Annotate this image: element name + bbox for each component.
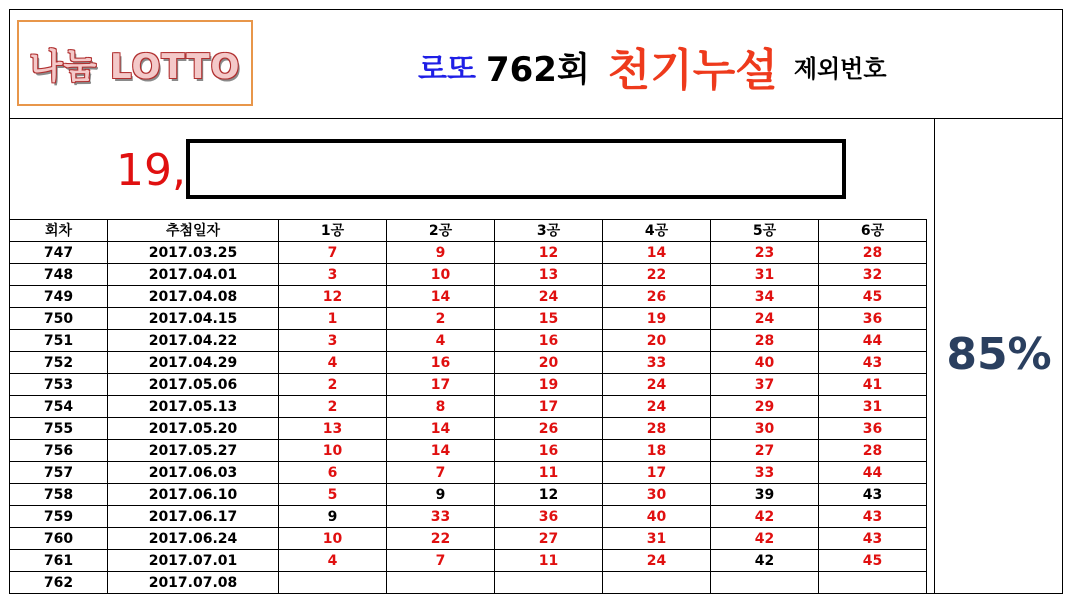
table-row [10, 396, 927, 418]
hidden-numbers-box [186, 139, 846, 199]
percentage-value: 85% [946, 329, 1052, 380]
ball-cell: 36 [819, 418, 927, 440]
col-header-round: 회차 [10, 220, 108, 242]
round-cell: 762 [10, 572, 108, 594]
ball-cell: 43 [819, 484, 927, 506]
ball-cell: 19 [603, 308, 711, 330]
title-round: 762회 [485, 49, 590, 90]
ball-cell: 42 [711, 506, 819, 528]
ball-cell: 30 [603, 484, 711, 506]
round-cell: 761 [10, 550, 108, 572]
date-cell: 2017.05.06 [108, 374, 279, 396]
round-cell: 749 [10, 286, 108, 308]
date-cell: 2017.04.01 [108, 264, 279, 286]
ball-cell: 9 [279, 506, 387, 528]
page-title [418, 36, 887, 96]
date-cell: 2017.04.08 [108, 286, 279, 308]
ball-cell: 42 [711, 550, 819, 572]
ball-cell: 10 [387, 264, 495, 286]
date-cell: 2017.04.15 [108, 308, 279, 330]
title-leak: 천기누설 [607, 45, 778, 96]
draw-history-table [9, 219, 927, 594]
ball-cell: 20 [495, 352, 603, 374]
title-lotto: 로또 [418, 52, 476, 87]
ball-cell: 7 [279, 242, 387, 264]
ball-cell: 12 [495, 484, 603, 506]
ball-cell: 16 [495, 440, 603, 462]
date-cell: 2017.05.20 [108, 418, 279, 440]
round-cell: 750 [10, 308, 108, 330]
table-header-row [10, 220, 927, 242]
round-cell: 758 [10, 484, 108, 506]
excluded-number: 19, [116, 145, 186, 196]
table-row [10, 242, 927, 264]
ball-cell: 20 [603, 330, 711, 352]
ball-cell: 13 [279, 418, 387, 440]
date-cell: 2017.07.01 [108, 550, 279, 572]
ball-cell: 11 [495, 550, 603, 572]
ball-cell: 24 [603, 550, 711, 572]
ball-cell: 29 [711, 396, 819, 418]
ball-cell: 4 [387, 330, 495, 352]
ball-cell: 27 [495, 528, 603, 550]
ball-cell [279, 572, 387, 594]
ball-cell: 28 [603, 418, 711, 440]
ball-cell: 34 [711, 286, 819, 308]
col-header-ball-6: 6공 [819, 220, 927, 242]
table-row [10, 264, 927, 286]
table-row [10, 528, 927, 550]
date-cell: 2017.06.10 [108, 484, 279, 506]
date-cell: 2017.07.08 [108, 572, 279, 594]
date-cell: 2017.06.17 [108, 506, 279, 528]
round-cell: 759 [10, 506, 108, 528]
round-cell: 748 [10, 264, 108, 286]
ball-cell: 14 [387, 286, 495, 308]
ball-cell: 10 [279, 440, 387, 462]
round-cell: 756 [10, 440, 108, 462]
ball-cell: 28 [819, 242, 927, 264]
ball-cell: 31 [819, 396, 927, 418]
table-row [10, 550, 927, 572]
ball-cell: 31 [711, 264, 819, 286]
title-exclusion: 제외번호 [793, 54, 887, 83]
ball-cell: 19 [495, 374, 603, 396]
ball-cell: 24 [603, 374, 711, 396]
col-header-ball-3: 3공 [495, 220, 603, 242]
ball-cell: 44 [819, 462, 927, 484]
col-header-date: 추첨일자 [108, 220, 279, 242]
ball-cell: 17 [603, 462, 711, 484]
ball-cell: 30 [711, 418, 819, 440]
ball-cell: 22 [603, 264, 711, 286]
date-cell: 2017.05.27 [108, 440, 279, 462]
ball-cell [711, 572, 819, 594]
ball-cell: 7 [387, 462, 495, 484]
ball-cell: 6 [279, 462, 387, 484]
ball-cell: 39 [711, 484, 819, 506]
ball-cell: 24 [711, 308, 819, 330]
ball-cell: 14 [387, 440, 495, 462]
ball-cell: 28 [819, 440, 927, 462]
ball-cell: 44 [819, 330, 927, 352]
ball-cell: 11 [495, 462, 603, 484]
ball-cell: 45 [819, 550, 927, 572]
ball-cell: 33 [711, 462, 819, 484]
ball-cell: 10 [279, 528, 387, 550]
ball-cell: 28 [711, 330, 819, 352]
round-cell: 747 [10, 242, 108, 264]
date-cell: 2017.06.24 [108, 528, 279, 550]
table-row [10, 330, 927, 352]
ball-cell: 17 [495, 396, 603, 418]
ball-cell [819, 572, 927, 594]
ball-cell: 24 [603, 396, 711, 418]
ball-cell: 36 [819, 308, 927, 330]
round-cell: 755 [10, 418, 108, 440]
ball-cell [495, 572, 603, 594]
ball-cell: 22 [387, 528, 495, 550]
ball-cell: 7 [387, 550, 495, 572]
ball-cell: 12 [279, 286, 387, 308]
ball-cell: 24 [495, 286, 603, 308]
ball-cell: 43 [819, 528, 927, 550]
round-cell: 754 [10, 396, 108, 418]
round-cell: 752 [10, 352, 108, 374]
ball-cell: 26 [495, 418, 603, 440]
ball-cell: 43 [819, 352, 927, 374]
ball-cell: 2 [279, 374, 387, 396]
ball-cell: 36 [495, 506, 603, 528]
ball-cell: 31 [603, 528, 711, 550]
ball-cell: 13 [495, 264, 603, 286]
table-row [10, 286, 927, 308]
ball-cell: 32 [819, 264, 927, 286]
ball-cell: 2 [387, 308, 495, 330]
ball-cell: 5 [279, 484, 387, 506]
ball-cell: 3 [279, 330, 387, 352]
table-row [10, 506, 927, 528]
ball-cell [387, 572, 495, 594]
ball-cell: 16 [495, 330, 603, 352]
round-cell: 751 [10, 330, 108, 352]
ball-cell: 8 [387, 396, 495, 418]
ball-cell: 4 [279, 550, 387, 572]
date-cell: 2017.03.25 [108, 242, 279, 264]
ball-cell: 27 [711, 440, 819, 462]
ball-cell: 41 [819, 374, 927, 396]
col-header-ball-4: 4공 [603, 220, 711, 242]
round-cell: 753 [10, 374, 108, 396]
ball-cell: 17 [387, 374, 495, 396]
table-row [10, 308, 927, 330]
ball-cell: 16 [387, 352, 495, 374]
col-header-ball-5: 5공 [711, 220, 819, 242]
ball-cell: 26 [603, 286, 711, 308]
table-row [10, 484, 927, 506]
ball-cell: 9 [387, 242, 495, 264]
table-row [10, 352, 927, 374]
ball-cell: 40 [711, 352, 819, 374]
col-header-ball-2: 2공 [387, 220, 495, 242]
ball-cell [603, 572, 711, 594]
ball-cell: 14 [603, 242, 711, 264]
ball-cell: 12 [495, 242, 603, 264]
ball-cell: 45 [819, 286, 927, 308]
table-row [10, 440, 927, 462]
ball-cell: 3 [279, 264, 387, 286]
ball-cell: 33 [387, 506, 495, 528]
table-row [10, 374, 927, 396]
ball-cell: 15 [495, 308, 603, 330]
ball-cell: 23 [711, 242, 819, 264]
table-row [10, 462, 927, 484]
ball-cell: 2 [279, 396, 387, 418]
col-header-ball-1: 1공 [279, 220, 387, 242]
ball-cell: 4 [279, 352, 387, 374]
ball-cell: 1 [279, 308, 387, 330]
date-cell: 2017.05.13 [108, 396, 279, 418]
ball-cell: 18 [603, 440, 711, 462]
ball-cell: 33 [603, 352, 711, 374]
round-cell: 757 [10, 462, 108, 484]
logo-text: 나눔 LOTTO [29, 46, 241, 87]
ball-cell: 37 [711, 374, 819, 396]
table-body [10, 242, 927, 594]
date-cell: 2017.06.03 [108, 462, 279, 484]
round-cell: 760 [10, 528, 108, 550]
ball-cell: 14 [387, 418, 495, 440]
ball-cell: 40 [603, 506, 711, 528]
ball-cell: 9 [387, 484, 495, 506]
ball-cell: 42 [711, 528, 819, 550]
ball-cell: 43 [819, 506, 927, 528]
percentage-cell [934, 118, 1063, 594]
date-cell: 2017.04.22 [108, 330, 279, 352]
logo [17, 20, 253, 106]
table-row [10, 418, 927, 440]
table-row [10, 572, 927, 594]
date-cell: 2017.04.29 [108, 352, 279, 374]
